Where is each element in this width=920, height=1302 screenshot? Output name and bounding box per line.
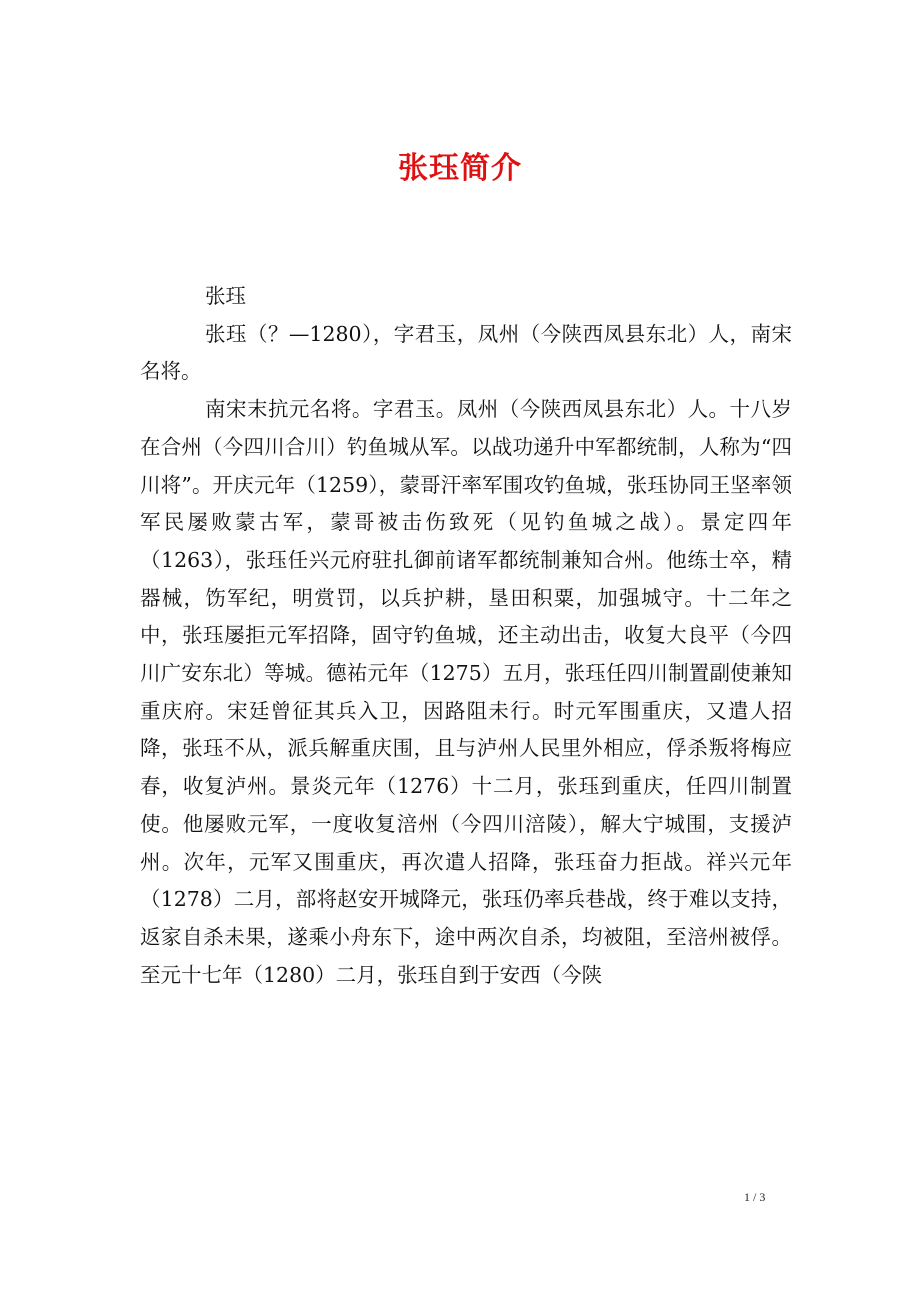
- body-text: [140, 278, 792, 994]
- paragraph-biography: 南宋末抗元名将。字君玉。凤州（今陕西凤县东北）人。十八岁在合州（今四川合川）钓鱼城从军。以战功递升中军都统制，人称为“四川将”。开庆元年（1259），蒙哥汗率军围攻钓鱼城，张珏协同王坚率领军民屡败蒙古军，蒙哥被击伤致死（见钓鱼城之战）。景定四年（1263），张珏任兴元府驻扎御前诸军都统制兼知合州。他练士卒，精器械，饬军纪，明赏罚，以兵护耕，垦田积粟，加强城守。十二年之中，张珏屡拒元军招降，固守钓鱼城，还主动出击，收复大良平（今四川广安东北）等城。德祐元年（1275）五月，张珏任四川制置副使兼知重庆府。宋廷曾征其兵入卫，因路阻未行。时元军围重庆，又遣人招降，张珏不从，派兵解重庆围，且与泸州人民里外相应，俘杀叛将梅应春，收复泸州。景炎元年（1276）十二月，张珏到重庆，任四川制置使。他屡败元军，一度收复涪州（今四川涪陵），解大宁城围，支援泸州。次年，元军又围重庆，再次遣人招降，张珏奋力拒战。祥兴元年（1278）二月，部将赵安开城降元，张珏仍率兵巷战，终于难以支持，返家自杀未果，遂乘小舟东下，途中两次自杀，均被阻，至涪州被俘。至元十七年（1280）二月，张珏自到于安西（今陕: [140, 397, 792, 987]
- page-number: 1 / 3: [744, 1190, 766, 1204]
- page-title: 张珏简介: [398, 151, 522, 186]
- paragraph-summary: 张珏（？—1280），字君玉，凤州（今陕西凤县东北）人，南宋名将。: [140, 321, 792, 384]
- paragraph-heading: 张珏: [205, 284, 246, 308]
